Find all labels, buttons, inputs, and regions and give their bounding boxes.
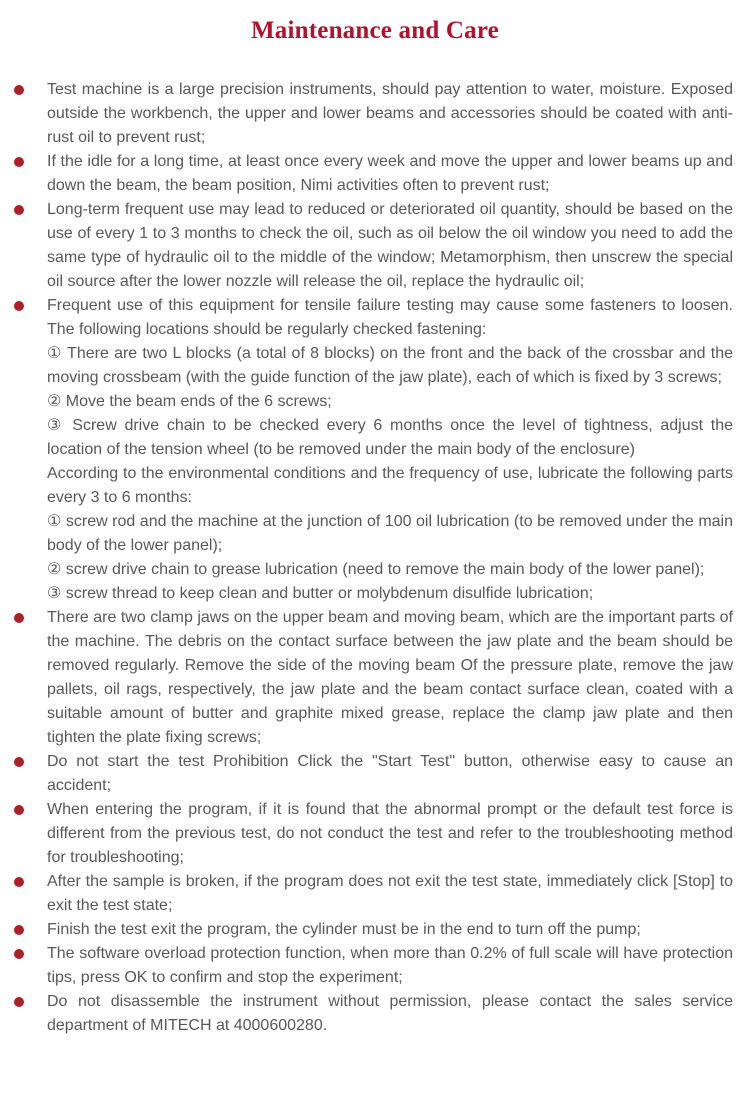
list-item-paragraph: ② screw drive chain to grease lubrication (need to remove the main body of the lower panel); (47, 561, 705, 578)
bullet-icon (14, 613, 24, 623)
page-title: Maintenance and Care (251, 17, 499, 44)
list-item (14, 870, 733, 918)
list-item-paragraph: ① screw rod and the machine at the junction of 100 oil lubrication (to be removed under the main body of the lower panel); (47, 513, 733, 554)
list-item-paragraph: ① There are two L blocks (a total of 8 blocks) on the front and the back of the crossbar and the moving crossbeam (with the guide function of the jaw plate), each of which is fixed by 3 screws; (47, 345, 733, 386)
list-item (14, 294, 733, 606)
list-item-content (47, 750, 733, 798)
bullet-icon (14, 997, 24, 1007)
list-item-content (47, 990, 733, 1038)
list-item-paragraph: According to the environmental conditions and the frequency of use, lubricate the following parts every 3 to 6 months: (47, 465, 733, 506)
list-item (14, 150, 733, 198)
list-item (14, 990, 733, 1038)
list-item-paragraph: Finish the test exit the program, the cylinder must be in the end to turn off the pump; (47, 921, 641, 938)
list-item-paragraph: When entering the program, if it is found that the abnormal prompt or the default test force is different from the previous test, do not conduct the test and refer to the troubleshooting method for troubleshooting; (47, 801, 733, 866)
list-item-paragraph: Frequent use of this equipment for tensile failure testing may cause some fasteners to loosen. The following locations should be regularly checked fastening: (47, 297, 733, 338)
list-item-paragraph: After the sample is broken, if the program does not exit the test state, immediately click [Stop] to exit the test state; (47, 873, 733, 914)
list-item (14, 918, 733, 942)
bullet-icon (14, 925, 24, 935)
list-item-paragraph: Do not start the test Prohibition Click the "Start Test" button, otherwise easy to cause an accident; (47, 753, 733, 794)
list-item-paragraph: ③ screw thread to keep clean and butter or molybdenum disulfide lubrication; (47, 585, 594, 602)
bullet-icon (14, 157, 24, 167)
bullet-icon (14, 301, 24, 311)
list-item (14, 606, 733, 750)
list-item-content (47, 798, 733, 870)
list-item-paragraph: Long-term frequent use may lead to reduced or deteriorated oil quantity, should be based on the use of every 1 to 3 months to check the oil, such as oil below the oil window you need to add the same type of hydraulic oil to the middle of the window; Metamorphism, then unscrew the special oil source after the lower nozzle will release the oil, replace the hydraulic oil; (47, 201, 733, 290)
list-item (14, 198, 733, 294)
bullet-icon (14, 757, 24, 767)
list-item-content (47, 294, 733, 606)
list-item-content (47, 918, 733, 942)
bullet-icon (14, 805, 24, 815)
bullet-list (0, 78, 750, 1038)
list-item-content (47, 78, 733, 150)
list-item-paragraph: If the idle for a long time, at least once every week and move the upper and lower beams up and down the beam, the beam position, Nimi activities often to prevent rust; (47, 153, 733, 194)
list-item (14, 798, 733, 870)
list-item-paragraph: Do not disassemble the instrument without permission, please contact the sales service department of MITECH at 4000600280. (47, 993, 733, 1034)
bullet-icon (14, 877, 24, 887)
list-item-paragraph: The software overload protection function, when more than 0.2% of full scale will have protection tips, press OK to confirm and stop the experiment; (47, 945, 733, 986)
list-item-paragraph: Test machine is a large precision instruments, should pay attention to water, moisture. Exposed outside the workbench, the upper and lower beams and accessories should be coated with anti-rust oil to prevent rust; (47, 81, 733, 146)
bullet-icon (14, 85, 24, 95)
list-item-paragraph: ③ Screw drive chain to be checked every 6 months once the level of tightness, adjust the location of the tension wheel (to be removed under the main body of the enclosure) (47, 417, 733, 458)
list-item-paragraph: ② Move the beam ends of the 6 screws; (47, 393, 332, 410)
list-item (14, 942, 733, 990)
list-item-content (47, 198, 733, 294)
list-item-paragraph: There are two clamp jaws on the upper beam and moving beam, which are the important parts of the machine. The debris on the contact surface between the jaw plate and the beam should be removed regularly. Remove the side of the moving beam Of the pressure plate, remove the jaw pallets, oil rags, respectively, the jaw plate and the beam contact surface clean, coated with a suitable amount of butter and graphite mixed grease, replace the clamp jaw plate and then tighten the plate fixing screws; (47, 609, 733, 746)
list-item (14, 750, 733, 798)
list-item-content (47, 150, 733, 198)
list-item-content (47, 606, 733, 750)
list-item-content (47, 870, 733, 918)
bullet-icon (14, 205, 24, 215)
list-item-content (47, 942, 733, 990)
list-item (14, 78, 733, 150)
bullet-icon (14, 949, 24, 959)
